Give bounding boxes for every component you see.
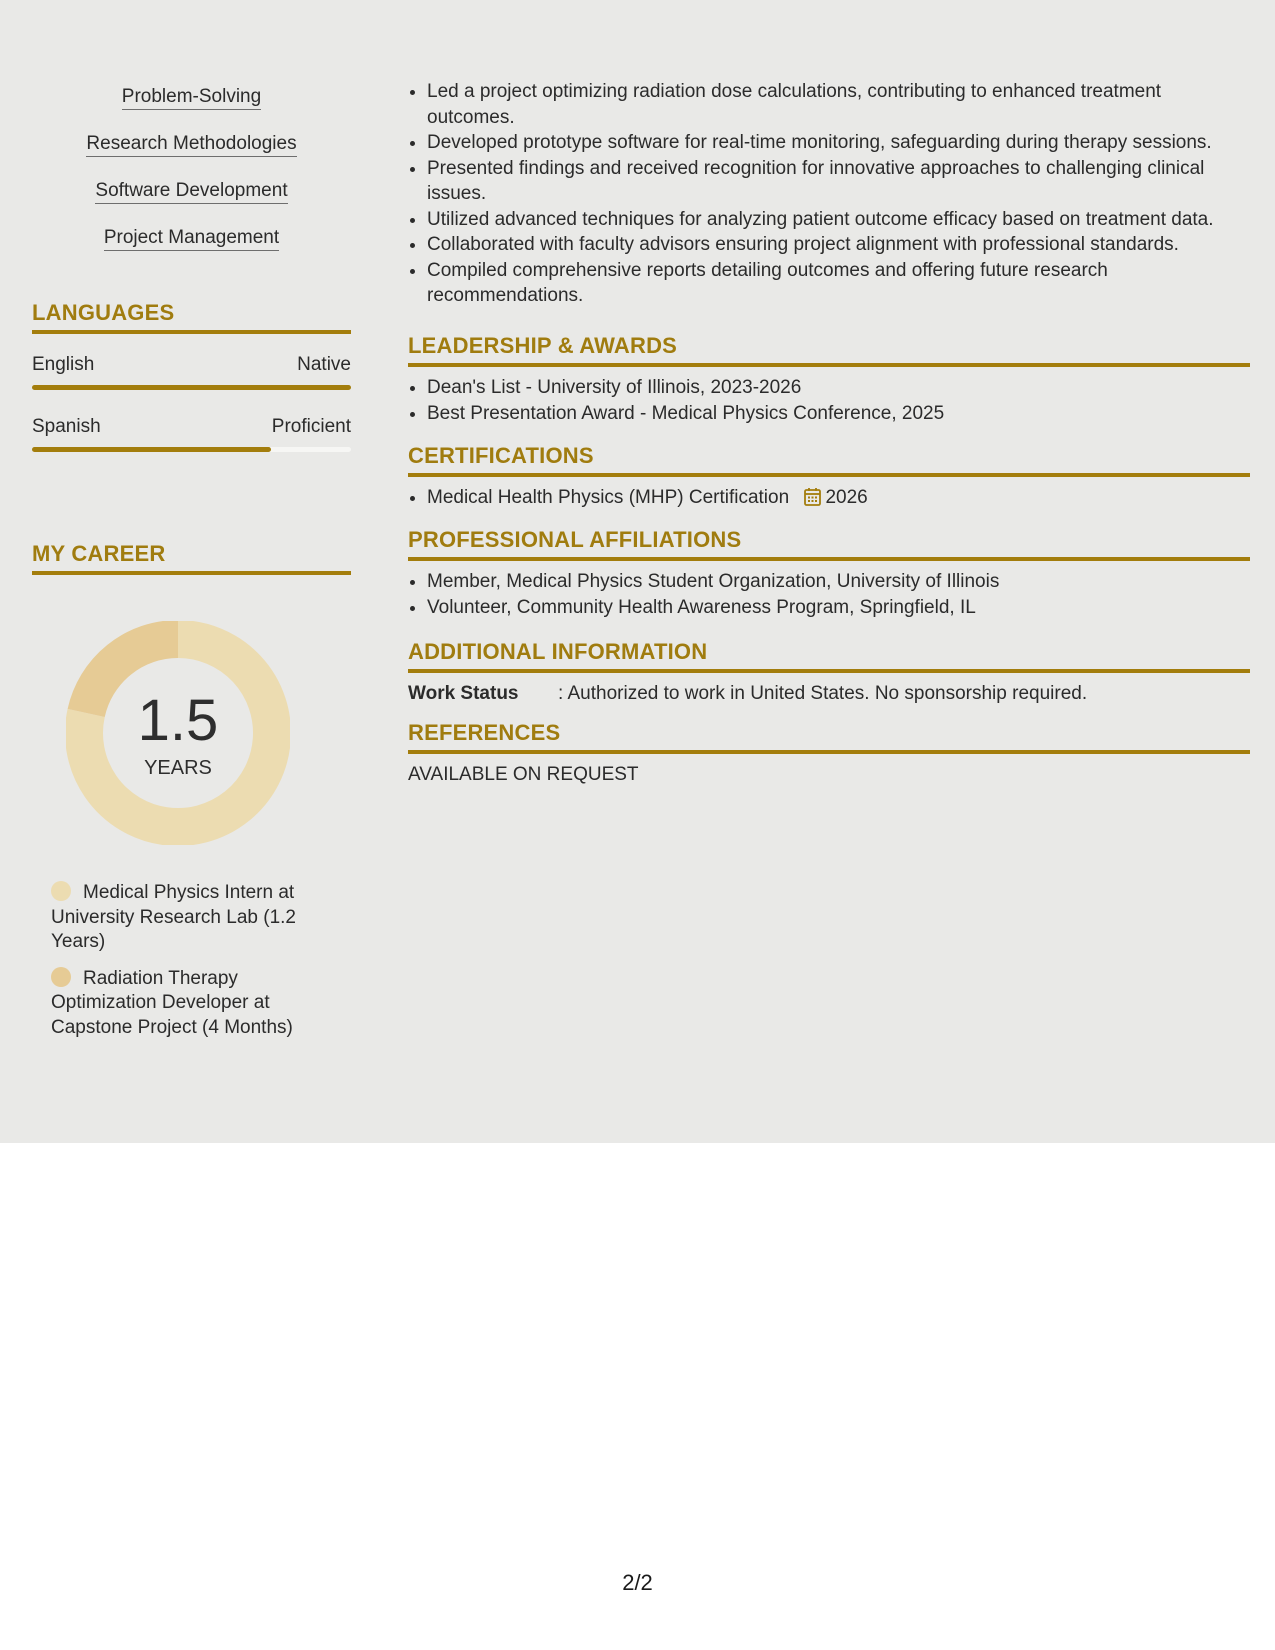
- career-total-unit: YEARS: [144, 757, 212, 779]
- list-item: • Member, Medical Physics Student Organization, University of Illinois: [427, 569, 1250, 595]
- career-donut-chart: [66, 621, 290, 845]
- list-item: • Developed prototype software for real-time monitoring, safeguarding during therapy sessions.: [427, 130, 1250, 156]
- career-title: MY CAREER: [32, 541, 351, 575]
- list-item: [427, 485, 1250, 511]
- language-name: Spanish: [32, 416, 101, 437]
- list-item: • Presented findings and received recognition for innovative approaches to challenging clinical issues.: [427, 156, 1250, 207]
- career-total-years: 1.5: [137, 688, 219, 753]
- leadership-section: [408, 333, 1250, 426]
- skills-list: [32, 86, 351, 274]
- work-status-label: Work Status: [408, 683, 519, 704]
- experience-bullets-section: [408, 79, 1250, 309]
- work-status-row: [408, 681, 1250, 706]
- certification-year: 2026: [825, 487, 868, 508]
- donut-center: [66, 621, 290, 845]
- additional-info-section: [408, 639, 1250, 706]
- language-item: [32, 354, 351, 390]
- language-proficiency-fill: [32, 385, 351, 390]
- skill-item: Software Development: [95, 180, 287, 204]
- language-level: Native: [297, 354, 351, 375]
- list-item: • Led a project optimizing radiation dose calculations, contributing to enhanced treatment outcomes.: [427, 79, 1250, 130]
- skill-item: Research Methodologies: [86, 133, 296, 157]
- language-proficiency-bar: [32, 447, 351, 452]
- skill-item: Problem-Solving: [122, 86, 261, 110]
- languages-section: [32, 300, 351, 452]
- legend-swatch: [51, 881, 71, 901]
- language-item: [32, 416, 351, 452]
- legend-label: Radiation Therapy Optimization Developer at Capstone Project (4 Months): [51, 967, 293, 1038]
- certifications-section: [408, 443, 1250, 511]
- references-section: [408, 720, 1250, 787]
- career-section: [32, 541, 351, 1038]
- skill-item: Project Management: [104, 227, 279, 251]
- references-text: AVAILABLE ON REQUEST: [408, 764, 639, 785]
- additional-info-title: ADDITIONAL INFORMATION: [408, 639, 1250, 673]
- list-item: • Dean's List - University of Illinois, 2023-2026: [427, 375, 1250, 401]
- legend-item: [51, 881, 301, 955]
- list-item: • Compiled comprehensive reports detailing outcomes and offering future research recommendations.: [427, 258, 1250, 309]
- legend-item: [51, 967, 301, 1041]
- certifications-list: [408, 485, 1250, 511]
- language-proficiency-bar: [32, 385, 351, 390]
- certification-name: Medical Health Physics (MHP) Certification: [427, 487, 790, 508]
- list-item: • Utilized advanced techniques for analyzing patient outcome efficacy based on treatment data.: [427, 207, 1250, 233]
- certifications-title: CERTIFICATIONS: [408, 443, 1250, 477]
- work-status-value: : Authorized to work in United States. No sponsorship required.: [558, 683, 1088, 704]
- experience-bullet-list: [408, 79, 1250, 309]
- list-item: • Collaborated with faculty advisors ensuring project alignment with professional standards.: [427, 232, 1250, 258]
- languages-title: LANGUAGES: [32, 300, 351, 334]
- list-item: • Best Presentation Award - Medical Physics Conference, 2025: [427, 401, 1250, 427]
- career-legend: [51, 881, 301, 1052]
- language-level: Proficient: [271, 416, 351, 437]
- leadership-title: LEADERSHIP & AWARDS: [408, 333, 1250, 367]
- references-title: REFERENCES: [408, 720, 1250, 754]
- affiliations-section: [408, 527, 1250, 620]
- affiliations-title: PROFESSIONAL AFFILIATIONS: [408, 527, 1250, 561]
- affiliations-list: [408, 569, 1250, 620]
- list-item: • Volunteer, Community Health Awareness Program, Springfield, IL: [427, 595, 1250, 621]
- language-name: English: [32, 354, 95, 375]
- language-proficiency-fill: [32, 447, 271, 452]
- legend-label: Medical Physics Intern at University Research Lab (1.2 Years): [51, 882, 296, 952]
- leadership-list: [408, 375, 1250, 426]
- calendar-icon: [804, 487, 821, 506]
- legend-swatch: [51, 967, 71, 987]
- page-number: 2/2: [622, 1570, 653, 1595]
